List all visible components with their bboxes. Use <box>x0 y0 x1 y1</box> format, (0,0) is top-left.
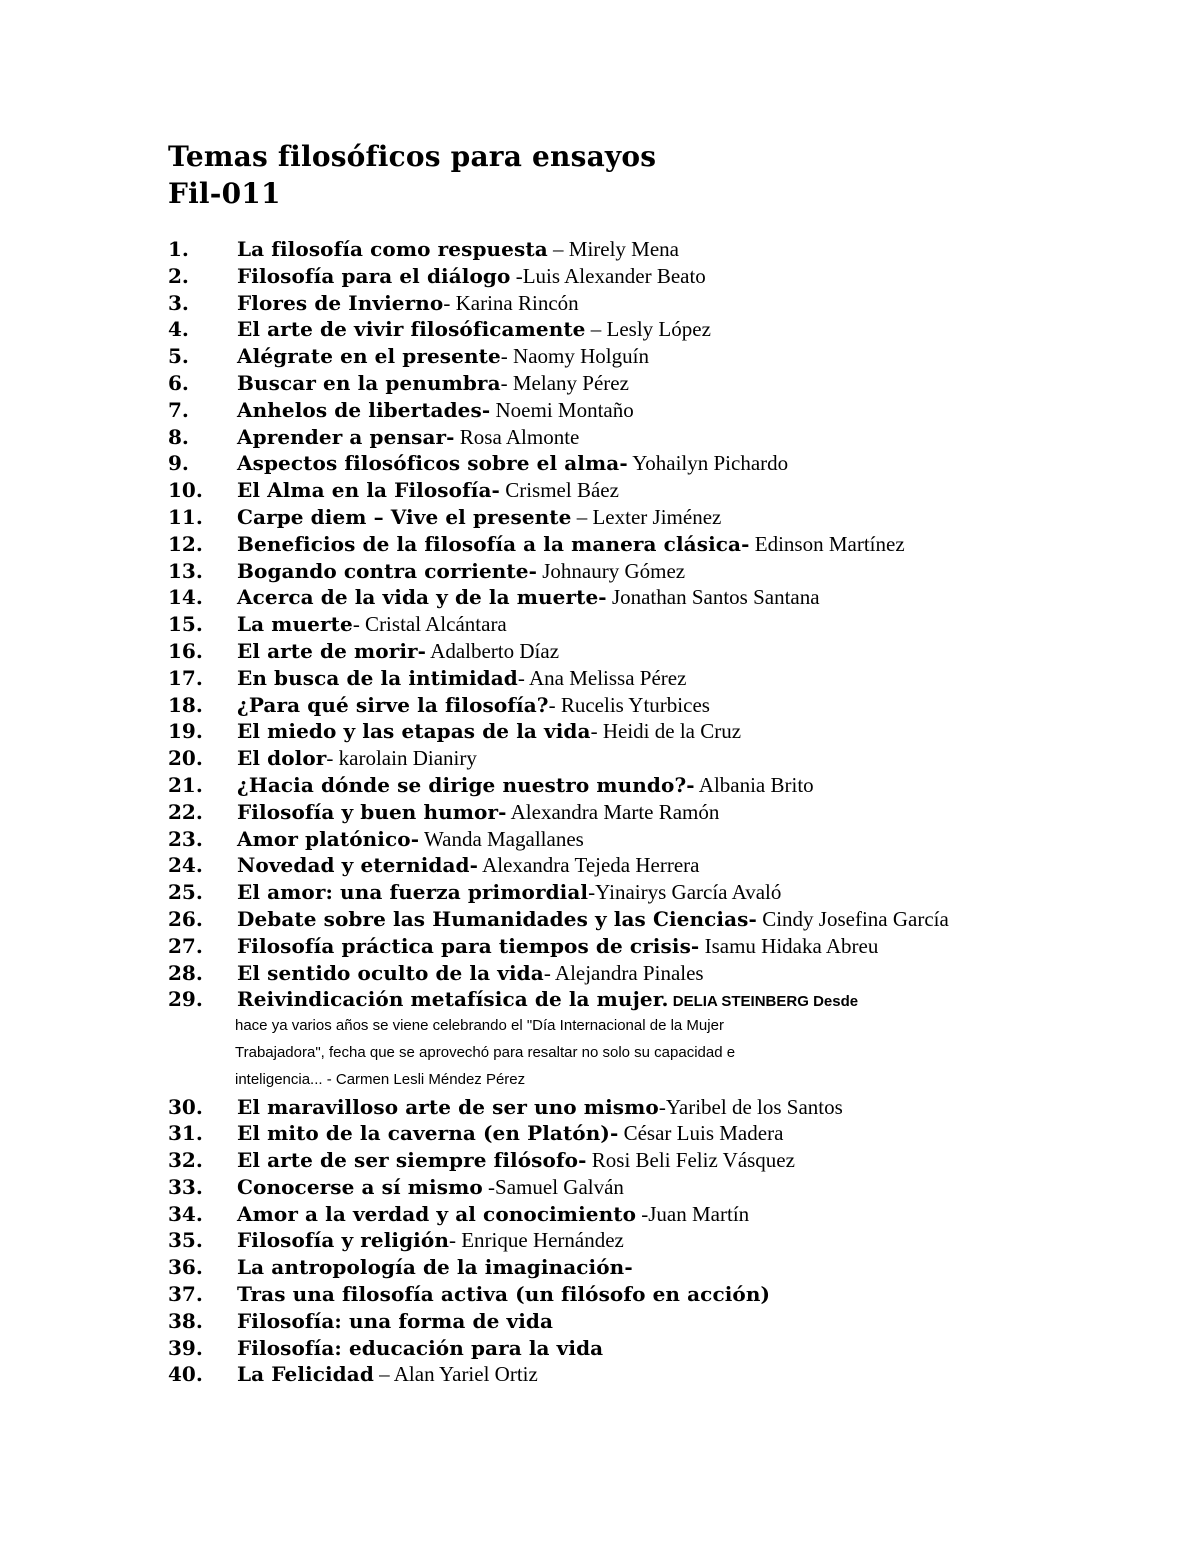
item-number: 32. <box>168 1148 203 1173</box>
item-title: La Felicidad <box>237 1362 374 1387</box>
item-number: 15. <box>168 612 203 637</box>
list-item <box>168 370 1178 397</box>
item-number: 8. <box>168 424 189 449</box>
item-text <box>237 745 477 772</box>
list-item <box>168 1201 1178 1228</box>
item-author: - Alejandra Pinales <box>543 960 704 985</box>
list-item <box>168 718 1178 745</box>
list-item <box>168 1227 1178 1254</box>
item-title: Amor platónico- <box>237 826 420 851</box>
item-author: – Alan Yariel Ortiz <box>373 1362 538 1387</box>
item-author: Johnaury Gómez <box>537 558 686 583</box>
item-number: 6. <box>168 370 189 395</box>
list-item <box>168 504 1178 531</box>
item-title: El dolor <box>237 746 327 771</box>
item-text <box>237 1147 795 1174</box>
item-title: La antropología de la imaginación- <box>237 1255 633 1280</box>
item-number: 33. <box>168 1174 203 1199</box>
list-item <box>168 477 1178 504</box>
item-number: 13. <box>168 558 203 583</box>
item-text <box>237 986 858 1016</box>
item-continuation-line: Trabajadora", fecha que se aprovechó para resaltar no solo su capacidad e <box>235 1043 736 1061</box>
item-number: 26. <box>168 906 203 931</box>
list-item <box>168 665 1178 692</box>
item-title: Buscar en la penumbra <box>237 370 501 395</box>
item-author: Noemi Montaño <box>490 397 634 422</box>
item-author: Crismel Báez <box>499 478 619 503</box>
item-number: 17. <box>168 665 203 690</box>
item-text <box>237 1120 783 1147</box>
item-text <box>237 611 507 638</box>
title-line-1: Temas filosóficos para ensayos <box>168 140 657 173</box>
list-item <box>168 611 1178 638</box>
list-item <box>168 1361 1178 1388</box>
item-number: 4. <box>168 317 189 342</box>
item-author: - Heidi de la Cruz <box>590 719 742 744</box>
item-text <box>237 826 584 853</box>
item-text <box>237 450 788 477</box>
item-author: – Lexter Jiménez <box>571 504 722 529</box>
item-author: -Yaribel de los Santos <box>658 1094 843 1119</box>
item-title: Debate sobre las Humanidades y las Ciencias- <box>237 906 757 931</box>
item-title: El sentido oculto de la vida <box>237 960 544 985</box>
item-title: Anhelos de libertades- <box>237 397 491 422</box>
item-author: – Mirely Mena <box>547 237 679 261</box>
item-text <box>237 558 685 585</box>
item-number: 16. <box>168 638 203 663</box>
item-author: Adalberto Díaz <box>426 638 560 663</box>
item-number: 12. <box>168 531 203 556</box>
list-item <box>168 450 1178 477</box>
item-title: El miedo y las etapas de la vida <box>237 719 591 744</box>
item-title: Bogando contra corriente- <box>237 558 537 583</box>
item-number: 9. <box>168 451 189 476</box>
item-title: En busca de la intimidad <box>237 665 518 690</box>
item-number: 2. <box>168 263 189 288</box>
item-author: - Ana Melissa Pérez <box>517 665 687 690</box>
item-text <box>237 933 878 960</box>
item-number: 27. <box>168 933 203 958</box>
list-item <box>168 1174 1178 1201</box>
item-author: - Cristal Alcántara <box>352 612 507 637</box>
item-number: 40. <box>168 1362 203 1387</box>
list-item <box>168 799 1178 826</box>
list-item <box>168 531 1178 558</box>
item-author: -Samuel Galván <box>482 1174 624 1199</box>
item-number: 10. <box>168 478 203 503</box>
item-continuation-line: hace ya varios años se viene celebrando el "Día Internacional de la Mujer <box>235 1017 724 1035</box>
item-number: 20. <box>168 746 203 771</box>
item-text <box>237 290 579 317</box>
item-text <box>237 692 710 719</box>
item-author: -Juan Martín <box>636 1201 750 1226</box>
item-title: Filosofía y religión <box>237 1228 449 1253</box>
list-item <box>168 1281 1178 1308</box>
item-number: 36. <box>168 1255 203 1280</box>
item-text <box>237 531 905 558</box>
list-item <box>168 745 1178 772</box>
item-author: Rosi Beli Feliz Vásquez <box>586 1148 795 1173</box>
item-number: 11. <box>168 504 203 529</box>
item-text <box>237 1308 553 1335</box>
item-title: ¿Hacia dónde se dirige nuestro mundo?- <box>237 772 695 797</box>
list-item <box>168 638 1178 665</box>
item-text <box>237 1201 749 1228</box>
item-text <box>237 397 634 424</box>
item-number: 39. <box>168 1335 203 1360</box>
item-author: – Lesly López <box>585 317 711 342</box>
item-title: Tras una filosofía activa (un filósofo en acción) <box>237 1282 771 1307</box>
item-text <box>237 477 619 504</box>
list-item <box>168 826 1178 853</box>
item-title: El arte de morir- <box>237 638 427 663</box>
item-text <box>237 1254 633 1281</box>
item-title: Novedad y eternidad- <box>237 853 479 878</box>
item-text <box>237 1174 624 1201</box>
item-text <box>237 852 699 879</box>
item-title: Filosofía: educación para la vida <box>237 1335 604 1360</box>
item-title: Filosofía práctica para tiempos de crisis- <box>237 933 700 958</box>
item-title: El arte de vivir filosóficamente <box>237 317 586 342</box>
item-title: Carpe diem – Vive el presente <box>237 504 572 529</box>
item-number: 29. <box>168 987 203 1012</box>
item-title: ¿Para qué sirve la filosofía? <box>237 692 549 717</box>
item-number: 24. <box>168 853 203 878</box>
item-title: Reivindicación metafísica de la mujer. <box>237 987 669 1012</box>
list-item <box>168 1147 1178 1174</box>
item-text <box>237 960 704 987</box>
list-item <box>168 236 1178 263</box>
item-author: - Melany Pérez <box>500 370 629 395</box>
list-item <box>168 1254 1178 1281</box>
title-line-2: Fil-011 <box>168 177 281 210</box>
list-item <box>168 1120 1178 1147</box>
item-text <box>237 799 719 826</box>
item-author: -Luis Alexander Beato <box>510 263 706 288</box>
list-item <box>168 852 1178 879</box>
item-title: El mito de la caverna (en Platón)- <box>237 1121 619 1146</box>
item-number: 3. <box>168 290 189 315</box>
page-title <box>168 138 656 212</box>
item-title: Aprender a pensar- <box>237 424 455 449</box>
item-title: Acerca de la vida y de la muerte- <box>237 585 607 610</box>
item-text <box>237 638 559 665</box>
list-item <box>168 879 1178 906</box>
list-item <box>168 960 1178 987</box>
item-number: 14. <box>168 585 203 610</box>
list-item <box>168 397 1178 424</box>
list-item <box>168 1094 1178 1121</box>
item-text <box>237 906 949 933</box>
item-number: 31. <box>168 1121 203 1146</box>
item-text <box>237 263 706 290</box>
item-author: - Enrique Hernández <box>448 1228 624 1253</box>
item-author: Wanda Magallanes <box>419 826 584 851</box>
item-title: Beneficios de la filosofía a la manera clásica- <box>237 531 750 556</box>
list-item <box>168 692 1178 719</box>
item-text <box>237 1335 603 1362</box>
item-author: - Karina Rincón <box>443 290 579 315</box>
list-item <box>168 263 1178 290</box>
list-item <box>168 986 1178 1013</box>
item-title: Filosofía: una forma de vida <box>237 1308 554 1333</box>
item-number: 19. <box>168 719 203 744</box>
item-number: 1. <box>168 237 189 261</box>
list-item <box>168 343 1178 370</box>
item-author: Cindy Josefina García <box>756 906 949 931</box>
item-text <box>237 772 814 799</box>
item-author: -Yinairys García Avaló <box>588 880 782 905</box>
item-text <box>237 370 629 397</box>
item-title: Flores de Invierno <box>237 290 444 315</box>
item-title: Alégrate en el presente <box>237 344 501 369</box>
item-number: 18. <box>168 692 203 717</box>
topic-list <box>168 236 1178 1388</box>
item-author: Alexandra Marte Ramón <box>506 799 720 824</box>
item-text <box>237 665 686 692</box>
list-item <box>168 933 1178 960</box>
item-author: - karolain Dianiry <box>326 746 477 771</box>
item-title: El amor: una fuerza primordial <box>237 880 589 905</box>
item-title: El Alma en la Filosofía- <box>237 478 500 503</box>
item-text <box>237 1281 770 1308</box>
item-number: 30. <box>168 1094 203 1119</box>
item-author: Albania Brito <box>694 772 814 797</box>
item-text <box>237 424 579 451</box>
list-item <box>168 290 1178 317</box>
item-number: 37. <box>168 1282 203 1307</box>
item-title: Filosofía para el diálogo <box>237 263 511 288</box>
item-text <box>237 718 741 745</box>
item-number: 25. <box>168 880 203 905</box>
list-item <box>168 584 1178 611</box>
item-author: Rosa Almonte <box>454 424 580 449</box>
item-text <box>237 1227 624 1254</box>
item-title: La filosofía como respuesta <box>237 237 548 261</box>
item-number: 35. <box>168 1228 203 1253</box>
list-item <box>168 1308 1178 1335</box>
item-number: 38. <box>168 1308 203 1333</box>
item-author: Edinson Martínez <box>749 531 905 556</box>
item-author: Isamu Hidaka Abreu <box>699 933 879 958</box>
list-item <box>168 772 1178 799</box>
list-item <box>168 316 1178 343</box>
item-number: 21. <box>168 772 203 797</box>
item-author: Jonathan Santos Santana <box>606 585 820 610</box>
item-author: DELIA STEINBERG Desde <box>668 993 859 1011</box>
item-title: La muerte <box>237 612 353 637</box>
item-title: Filosofía y buen humor- <box>237 799 507 824</box>
list-item <box>168 906 1178 933</box>
item-text <box>237 316 711 343</box>
item-number: 23. <box>168 826 203 851</box>
item-author: Alexandra Tejeda Herrera <box>478 853 700 878</box>
item-author: César Luis Madera <box>618 1121 784 1146</box>
item-text <box>237 504 721 531</box>
item-title: El arte de ser siempre filósofo- <box>237 1148 587 1173</box>
item-number: 34. <box>168 1201 203 1226</box>
item-number: 7. <box>168 397 189 422</box>
item-author: Yohailyn Pichardo <box>627 451 789 476</box>
list-item <box>168 558 1178 585</box>
item-text <box>237 343 649 370</box>
list-item <box>168 424 1178 451</box>
item-author: - Rucelis Yturbices <box>548 692 710 717</box>
item-text <box>237 1094 843 1121</box>
list-item <box>168 1335 1178 1362</box>
item-number: 5. <box>168 344 189 369</box>
item-text <box>237 584 820 611</box>
item-text <box>237 1361 538 1388</box>
item-number: 28. <box>168 960 203 985</box>
item-title: Aspectos filosóficos sobre el alma- <box>237 451 628 476</box>
item-text <box>237 236 679 263</box>
item-title: Conocerse a sí mismo <box>237 1174 483 1199</box>
item-title: El maravilloso arte de ser uno mismo <box>237 1094 659 1119</box>
item-author: - Naomy Holguín <box>500 344 649 369</box>
item-title: Amor a la verdad y al conocimiento <box>237 1201 637 1226</box>
item-number: 22. <box>168 799 203 824</box>
item-continuation-line: inteligencia... - Carmen Lesli Méndez Pérez <box>235 1070 526 1088</box>
item-text <box>237 879 781 906</box>
